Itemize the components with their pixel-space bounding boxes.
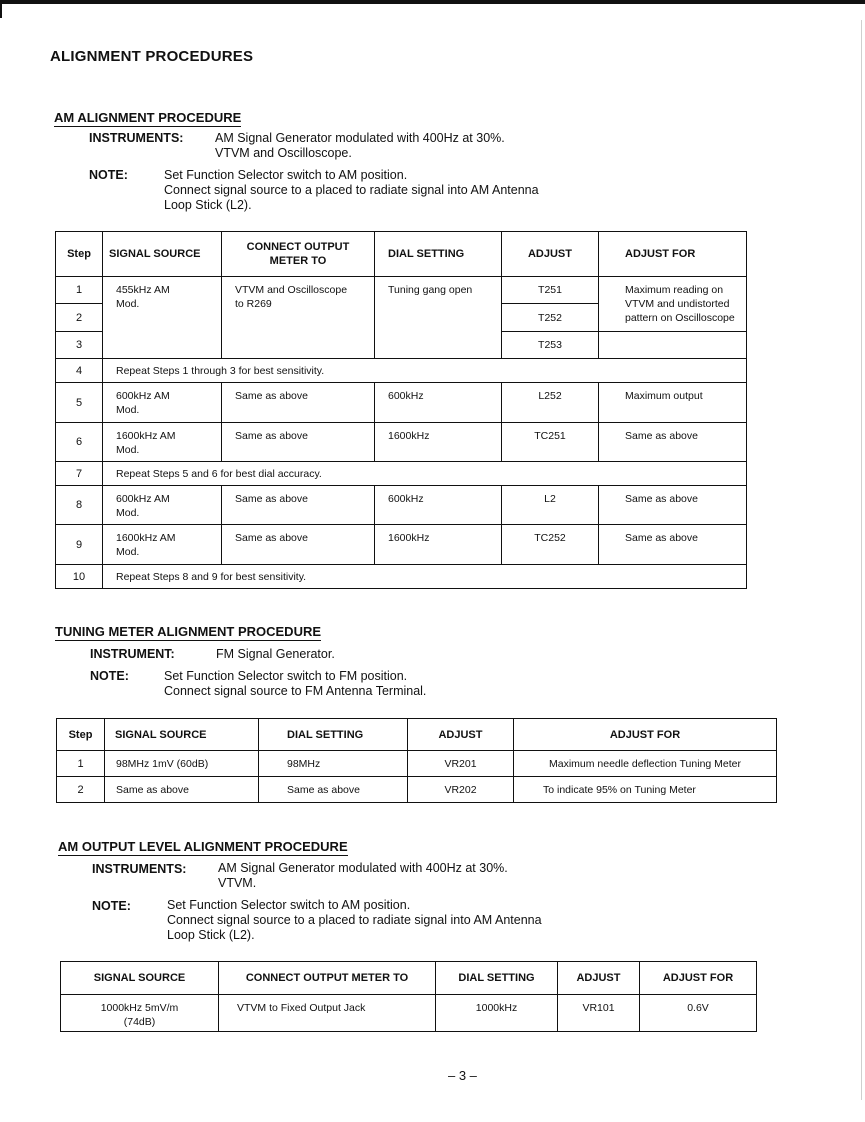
top-rule <box>0 0 865 4</box>
header-step: Step <box>56 232 103 277</box>
step-cell: 6 <box>56 423 103 462</box>
signal-source-cell: 1000kHz 5mV/m (74dB) <box>61 995 219 1032</box>
am-instruments-label: INSTRUMENTS: <box>89 131 184 145</box>
adjust-cell: VR202 <box>408 777 514 803</box>
table-row <box>56 277 747 304</box>
table-row <box>57 751 777 777</box>
adjust-for-cell: Same as above <box>599 423 747 462</box>
tuning-note-label: NOTE: <box>90 669 129 683</box>
page-title: ALIGNMENT PROCEDURES <box>50 48 254 65</box>
output-level-table <box>60 961 757 1032</box>
table-header-row <box>56 232 747 277</box>
step-cell: 2 <box>56 304 103 332</box>
output-note-line: Loop Stick (L2). <box>167 928 255 942</box>
connect-output-cell: VTVM and Oscilloscope to R269 <box>222 277 375 359</box>
adjust-for-cell: Maximum needle deflection Tuning Meter <box>514 751 777 777</box>
step-cell: 2 <box>57 777 105 803</box>
signal-source-cell: 1600kHz AM Mod. <box>103 525 222 565</box>
header-signal-source: SIGNAL SOURCE <box>103 232 222 277</box>
table-row <box>57 777 777 803</box>
header-dial-setting: DIAL SETTING <box>375 232 502 277</box>
table-row <box>56 565 747 589</box>
header-dial-setting: DIAL SETTING <box>436 962 558 995</box>
am-alignment-table <box>55 231 747 589</box>
signal-source-cell: 455kHz AM Mod. <box>103 277 222 359</box>
signal-source-cell: Same as above <box>105 777 259 803</box>
adjust-for-cell: Maximum output <box>599 383 747 423</box>
step-cell: 1 <box>56 277 103 304</box>
tuning-note-line: Set Function Selector switch to FM position. <box>164 669 408 683</box>
header-adjust: ADJUST <box>502 232 599 277</box>
tuning-instrument-text: FM Signal Generator. <box>216 647 335 661</box>
dial-setting-cell: 1000kHz <box>436 995 558 1032</box>
header-adjust: ADJUST <box>408 719 514 751</box>
am-note-line: Set Function Selector switch to AM position. <box>164 168 408 182</box>
am-note-label: NOTE: <box>89 168 128 182</box>
corner-mark <box>0 4 2 18</box>
table-header-row <box>57 719 777 751</box>
table-row <box>56 462 747 486</box>
dial-setting-cell: 1600kHz <box>375 423 502 462</box>
step-cell: 7 <box>56 462 103 486</box>
output-instruments-line: VTVM. <box>218 876 257 890</box>
adjust-for-cell: 0.6V <box>640 995 757 1032</box>
signal-source-cell: 600kHz AM Mod. <box>103 383 222 423</box>
signal-source-cell: 98MHz 1mV (60dB) <box>105 751 259 777</box>
adjust-for-cell: Same as above <box>599 486 747 525</box>
tuning-instrument-label: INSTRUMENT: <box>90 647 175 661</box>
adjust-for-cell: To indicate 95% on Tuning Meter <box>514 777 777 803</box>
adjust-cell: VR201 <box>408 751 514 777</box>
step-cell: 5 <box>56 383 103 423</box>
dial-setting-cell: 600kHz <box>375 486 502 525</box>
output-instruments-line: AM Signal Generator modulated with 400Hz at 30%. <box>218 861 508 875</box>
adjust-for-cell-empty <box>599 332 747 359</box>
adjust-cell: TC251 <box>502 423 599 462</box>
connect-output-cell: Same as above <box>222 423 375 462</box>
adjust-cell: T253 <box>502 332 599 359</box>
step-cell: 9 <box>56 525 103 565</box>
adjust-for-cell: Maximum reading on VTVM and undistorted pattern on Oscilloscope <box>599 277 747 332</box>
header-adjust-for: ADJUST FOR <box>640 962 757 995</box>
table-row <box>56 423 747 462</box>
table-row <box>56 383 747 423</box>
am-instruments-line: VTVM and Oscilloscope. <box>215 146 352 160</box>
step-cell: 8 <box>56 486 103 525</box>
adjust-cell: T251 <box>502 277 599 304</box>
output-note-label: NOTE: <box>92 899 131 913</box>
am-instruments-line: AM Signal Generator modulated with 400Hz at 30%. <box>215 131 505 145</box>
dial-setting-cell: Tuning gang open <box>375 277 502 359</box>
connect-output-cell: Same as above <box>222 486 375 525</box>
output-instruments-label: INSTRUMENTS: <box>92 862 187 876</box>
header-connect-output: CONNECT OUTPUT METER TO <box>219 962 436 995</box>
scan-edge-line <box>861 20 862 1100</box>
step-cell: 4 <box>56 359 103 383</box>
output-note-line: Connect signal source to a placed to radiate signal into AM Antenna <box>167 913 542 927</box>
header-signal-source: SIGNAL SOURCE <box>61 962 219 995</box>
adjust-cell: L252 <box>502 383 599 423</box>
adjust-cell: VR101 <box>558 995 640 1032</box>
connect-output-cell: VTVM to Fixed Output Jack <box>219 995 436 1032</box>
header-step: Step <box>57 719 105 751</box>
signal-source-cell: 600kHz AM Mod. <box>103 486 222 525</box>
header-dial-setting: DIAL SETTING <box>259 719 408 751</box>
connect-output-cell: Same as above <box>222 383 375 423</box>
am-note-line: Connect signal source to a placed to radiate signal into AM Antenna <box>164 183 539 197</box>
dial-setting-cell: Same as above <box>259 777 408 803</box>
repeat-note-cell: Repeat Steps 8 and 9 for best sensitivity. <box>103 565 747 589</box>
dial-setting-cell: 98MHz <box>259 751 408 777</box>
table-row <box>61 995 757 1032</box>
adjust-cell: L2 <box>502 486 599 525</box>
am-note-line: Loop Stick (L2). <box>164 198 252 212</box>
tuning-meter-table <box>56 718 777 803</box>
header-adjust-for: ADJUST FOR <box>514 719 777 751</box>
am-section-title: AM ALIGNMENT PROCEDURE <box>54 110 242 125</box>
output-section-title: AM OUTPUT LEVEL ALIGNMENT PROCEDURE <box>58 839 348 854</box>
tuning-note-line: Connect signal source to FM Antenna Terminal. <box>164 684 427 698</box>
adjust-cell: TC252 <box>502 525 599 565</box>
step-cell: 3 <box>56 332 103 359</box>
header-adjust: ADJUST <box>558 962 640 995</box>
header-connect-output: CONNECT OUTPUT METER TO <box>222 232 375 277</box>
step-cell: 1 <box>57 751 105 777</box>
table-row <box>56 486 747 525</box>
header-signal-source: SIGNAL SOURCE <box>105 719 259 751</box>
repeat-note-cell: Repeat Steps 5 and 6 for best dial accuracy. <box>103 462 747 486</box>
dial-setting-cell: 600kHz <box>375 383 502 423</box>
connect-output-cell: Same as above <box>222 525 375 565</box>
page-number: – 3 – <box>448 1068 477 1083</box>
dial-setting-cell: 1600kHz <box>375 525 502 565</box>
header-adjust-for: ADJUST FOR <box>599 232 747 277</box>
signal-source-cell: 1600kHz AM Mod. <box>103 423 222 462</box>
table-row <box>56 359 747 383</box>
table-row <box>56 525 747 565</box>
repeat-note-cell: Repeat Steps 1 through 3 for best sensitivity. <box>103 359 747 383</box>
adjust-for-cell: Same as above <box>599 525 747 565</box>
tuning-section-title: TUNING METER ALIGNMENT PROCEDURE <box>55 624 322 639</box>
adjust-cell: T252 <box>502 304 599 332</box>
output-note-line: Set Function Selector switch to AM position. <box>167 898 411 912</box>
step-cell: 10 <box>56 565 103 589</box>
table-header-row <box>61 962 757 995</box>
